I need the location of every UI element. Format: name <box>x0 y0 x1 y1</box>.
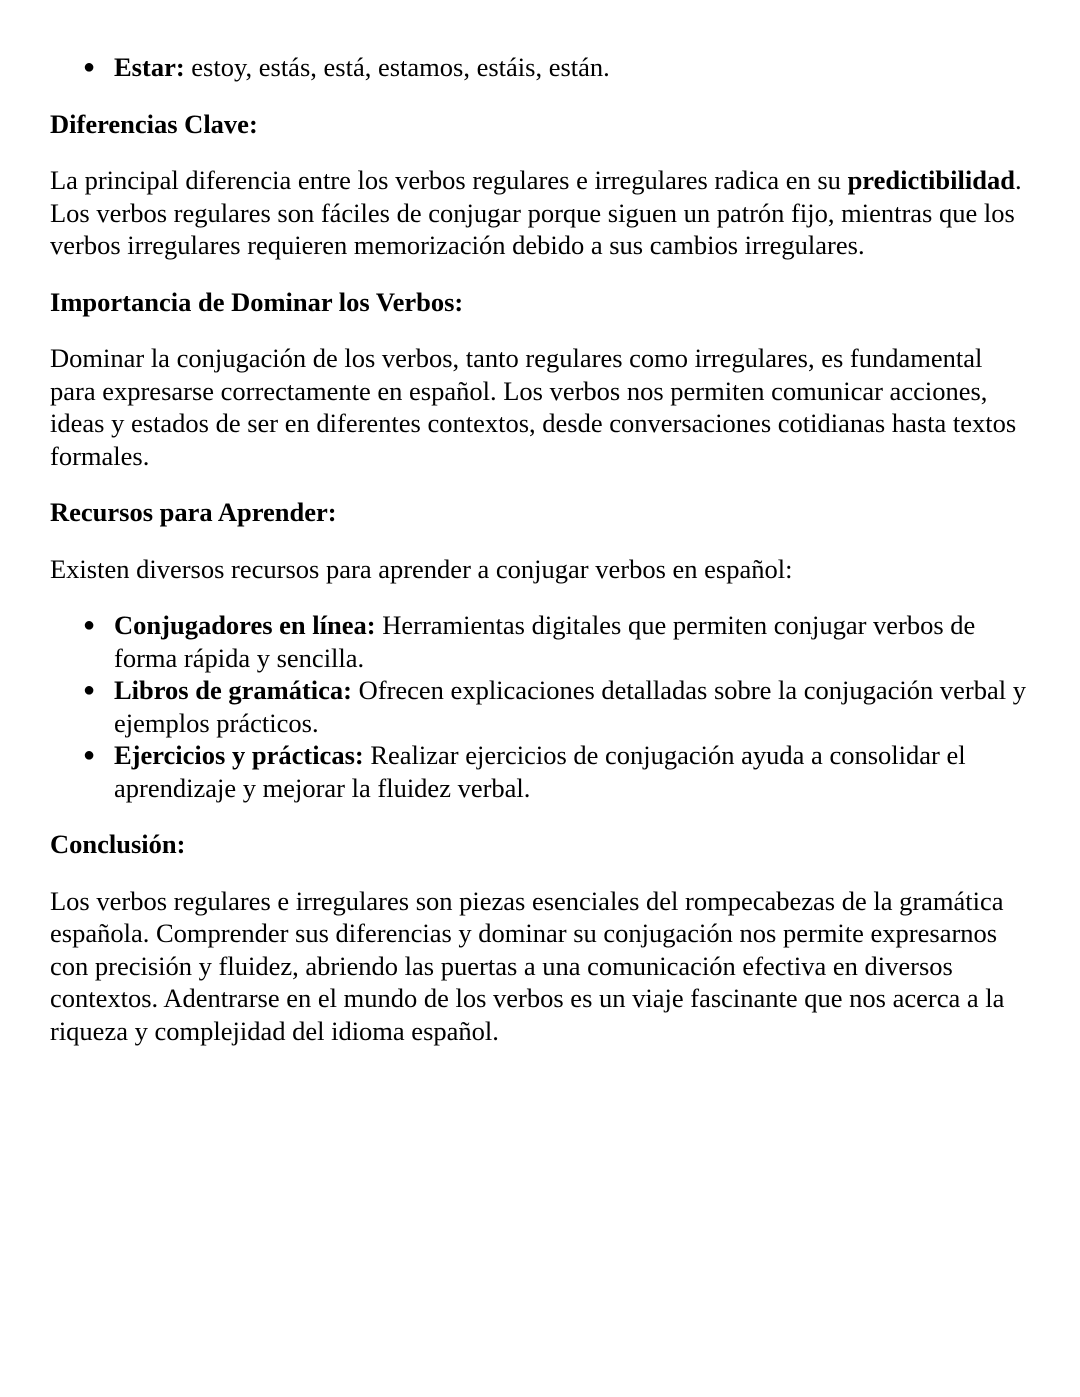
list-item <box>83 739 1030 804</box>
list-item-estar <box>83 51 1030 84</box>
estar-list <box>50 51 1030 84</box>
list-item-term: Ejercicios y prácticas: <box>114 740 364 770</box>
paragraph-recursos-intro: Existen diversos recursos para aprender a conjugar verbos en español: <box>50 553 793 584</box>
list-item-term: Libros de gramática: <box>114 675 352 705</box>
paragraph-diferencias-start: La principal diferencia entre los verbos regulares e irregulares radica en su <box>50 165 848 195</box>
list-item-term: Conjugadores en línea: <box>114 610 376 640</box>
heading-importancia: Importancia de Dominar los Verbos: <box>50 286 464 317</box>
bullet-icon: ● <box>83 679 96 701</box>
paragraph-diferencias-end: . Los verbos regulares son fáciles de conjugar porque siguen un patrón fijo, mientras que los verbos irregulares requieren memorización debido a sus cambios irregulares. <box>50 165 1022 260</box>
heading-diferencias: Diferencias Clave: <box>50 108 258 139</box>
paragraph-diferencias <box>50 164 1030 262</box>
heading-recursos: Recursos para Aprender: <box>50 497 337 527</box>
paragraph-conclusion: Los verbos regulares e irregulares son piezas esenciales del rompecabezas de la gramática española. Comprender sus diferencias y dominar su conjugación nos permite expresarnos con precisión y fluidez, abriendo las puertas a una comunicación efectiva en diversos contextos. Adentrarse en el mundo de los verbos es un viaje fascinante que nos acerca a la riqueza y complejidad del idioma español. <box>50 885 1005 1046</box>
paragraph-diferencias-bold: predictibilidad <box>847 165 1015 195</box>
list-item-text: Realizar ejercicios de conjugación ayuda a consolidar el aprendizaje y mejorar la fluidez verbal. <box>114 740 966 803</box>
list-item <box>83 674 1030 739</box>
bullet-icon: ● <box>83 56 96 78</box>
bullet-icon: ● <box>83 614 96 636</box>
bullet-icon: ● <box>83 744 96 766</box>
list-item-text: Ofrecen explicaciones detalladas sobre la conjugación verbal y ejemplos prácticos. <box>114 675 1026 738</box>
recursos-list <box>50 609 1030 804</box>
list-item-term: Estar: <box>114 52 185 82</box>
paragraph-importancia: Dominar la conjugación de los verbos, tanto regulares como irregulares, es fundamental para expresarse correctamente en español. Los verbos nos permiten comunicar acciones, ideas y estados de ser en diferentes contextos, desde conversaciones cotidianas hasta textos formales. <box>50 343 1017 471</box>
heading-conclusion: Conclusión: <box>50 829 186 859</box>
list-item-text: estoy, estás, está, estamos, estáis, están. <box>184 52 610 82</box>
list-item-text: Herramientas digitales que permiten conjugar verbos de forma rápida y sencilla. <box>114 610 976 673</box>
list-item <box>83 609 1030 674</box>
